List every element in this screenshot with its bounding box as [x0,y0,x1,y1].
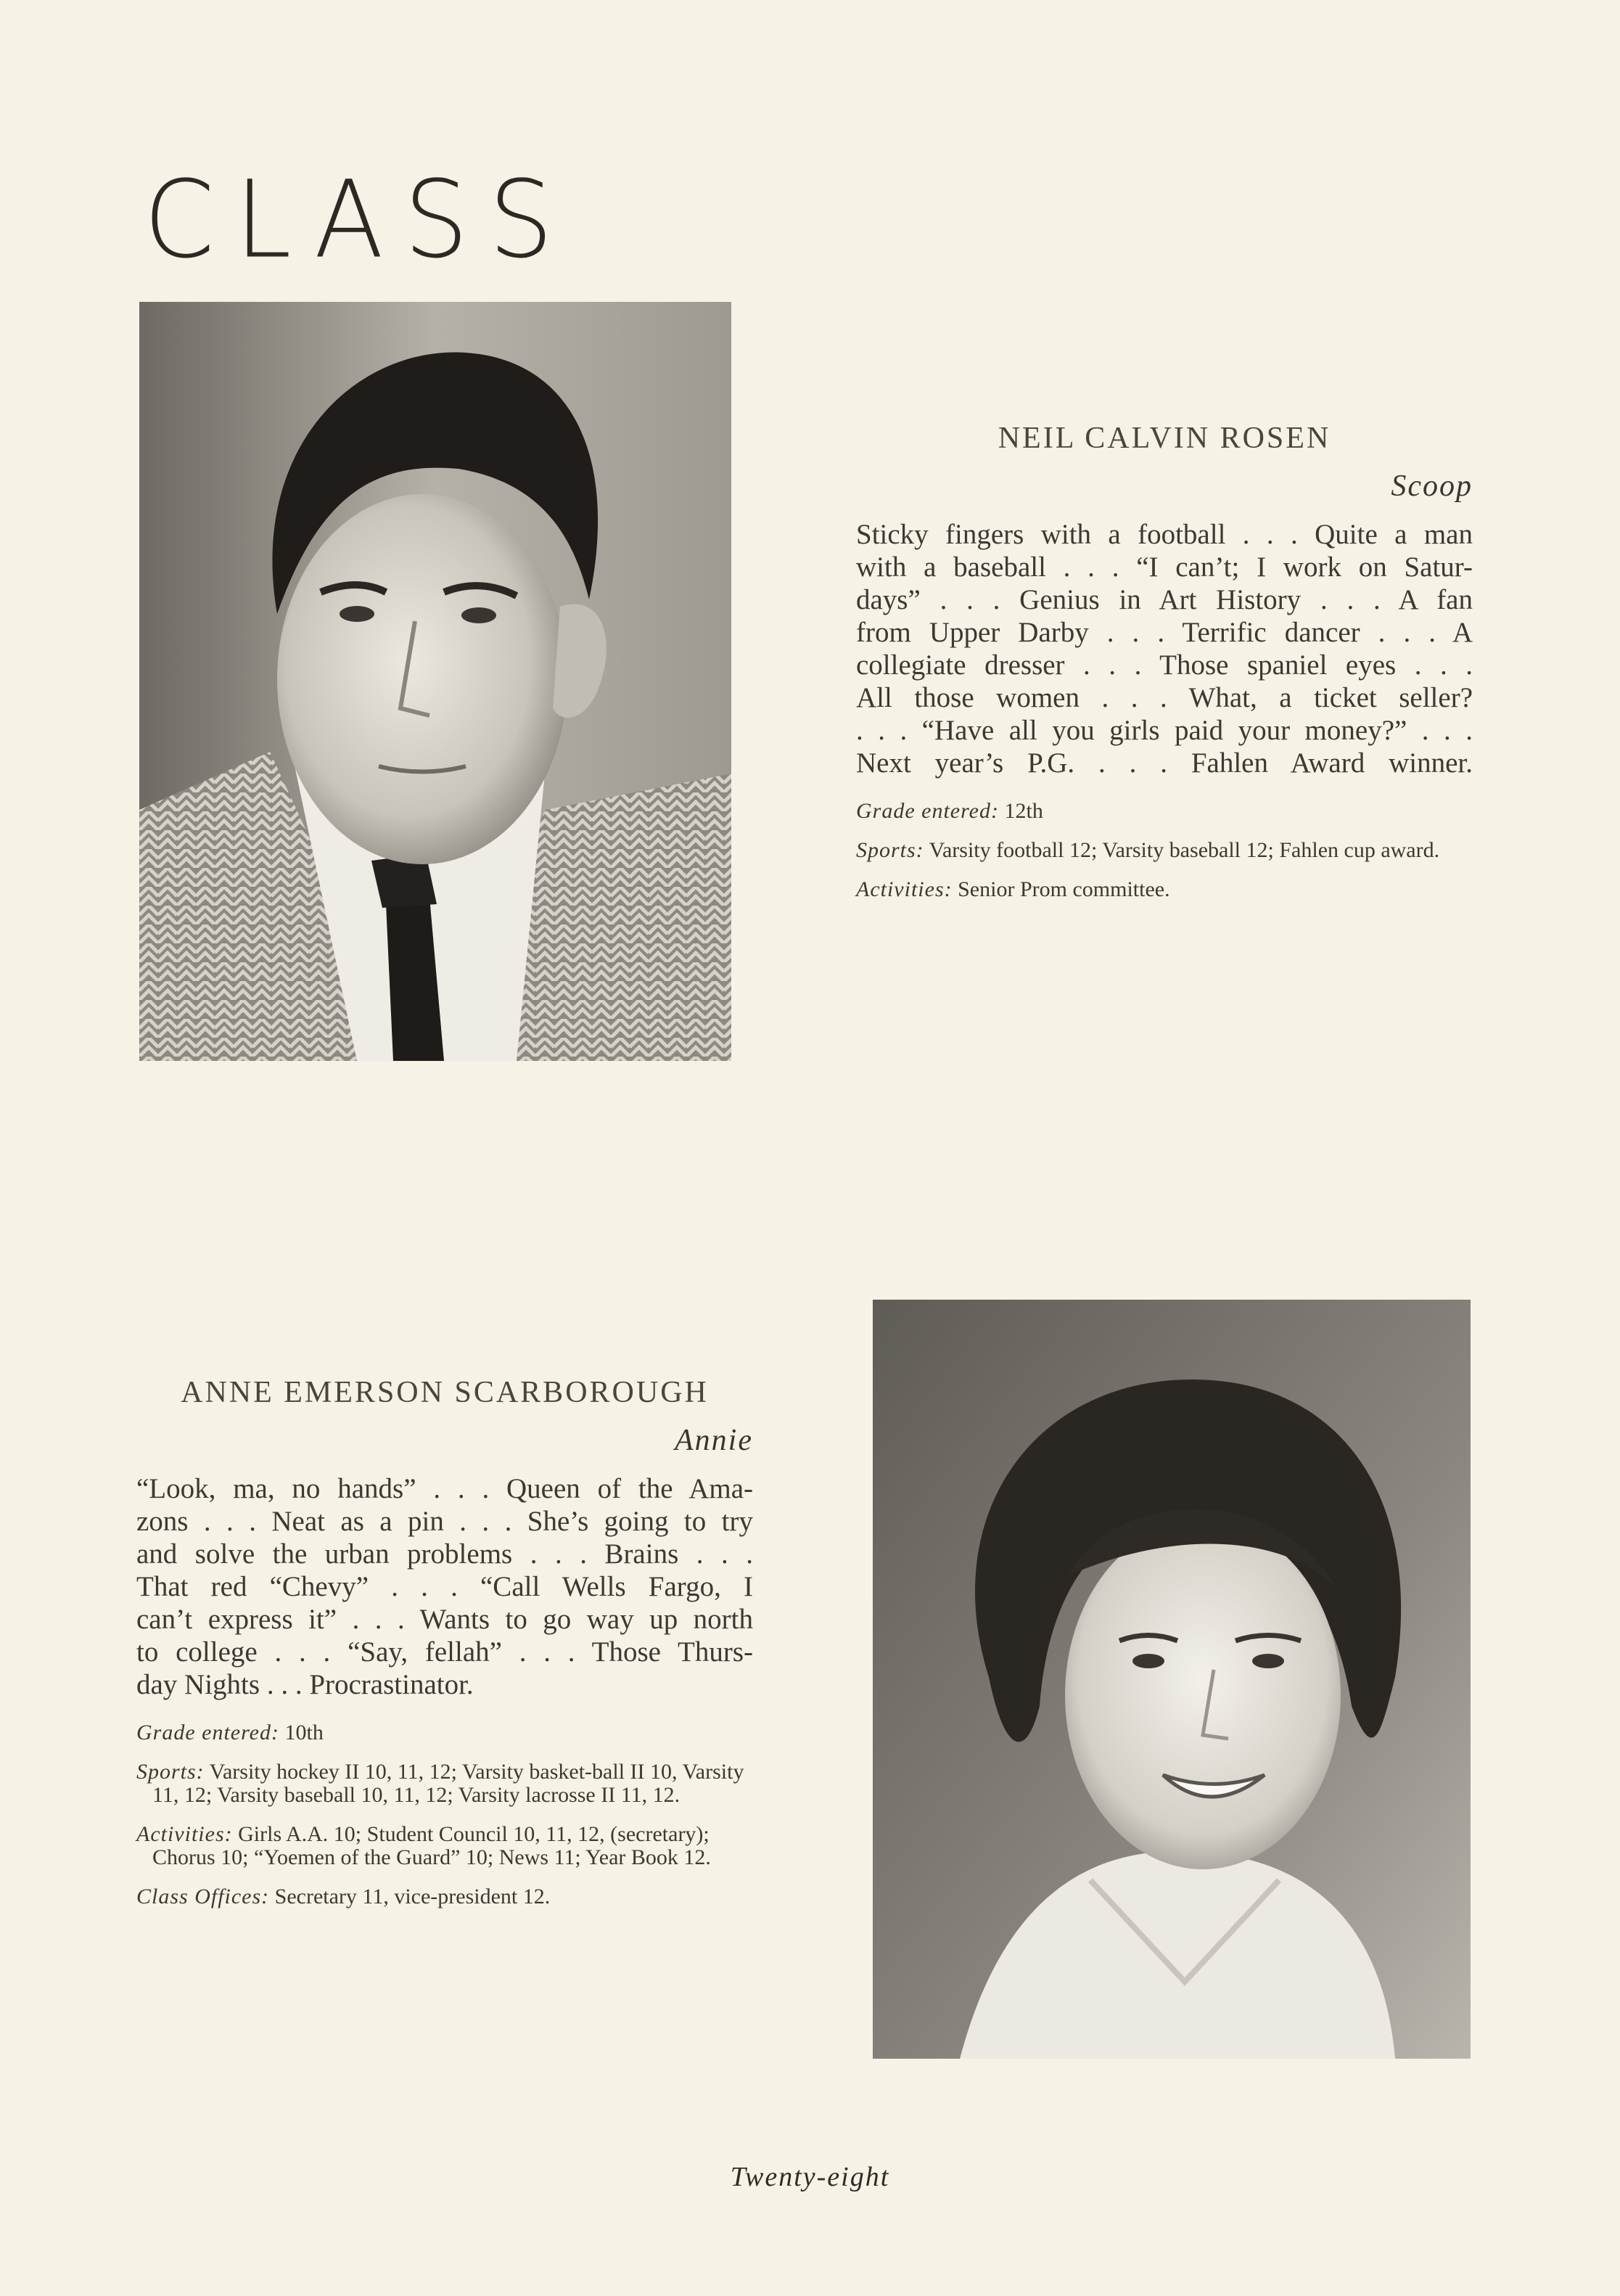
student-name: NEIL CALVIN ROSEN [998,422,1331,455]
portrait-photo-neil [139,302,731,1061]
sports: Sports: Varsity hockey II 10, 11, 12; Varsity basket-ball II 10, Varsity 11, 12; Varsity baseball 10, 11, 12; Varsity lacrosse II 11, 12. [136,1760,744,1807]
activities: Activities: Senior Prom committee. [856,877,1170,901]
blurb-line: zons . . . Neat as a pin . . . She’s going to try [136,1506,753,1537]
student-blurb [136,1472,753,1701]
blurb-line: from Upper Darby . . . Terrific dancer . . . A [856,617,1473,648]
student-entry-anne [136,1375,753,1924]
student-name: ANNE EMERSON SCARBOROUGH [181,1376,709,1409]
blurb-line: That red “Chevy” . . . “Call Wells Fargo, I [136,1571,753,1602]
blurb-line: All those women . . . What, a ticket seller? [856,682,1473,713]
blurb-line: can’t express it” . . . Wants to go way up north [136,1604,753,1635]
blurb-line: . . . “Have all you girls paid your money?” . . . [856,715,1473,746]
student-blurb [856,518,1473,779]
class-offices: Class Offices: Secretary 11, vice-president 12. [136,1885,551,1908]
blurb-line: day Nights . . . Procrastinator. [136,1669,474,1700]
blurb-line: to college . . . “Say, fellah” . . . Those Thurs- [136,1636,753,1668]
grade-entered: Grade entered: 12th [856,799,1043,823]
blurb-line: Sticky fingers with a football . . . Quite a man [856,519,1473,550]
blurb-line: Next year’s P.G. . . . Fahlen Award winner. [856,747,1473,779]
activities: Activities: Girls A.A. 10; Student Council 10, 11, 12, (secretary); Chorus 10; “Yoemen of the Guard” 10; News 11; Year Book 12. [136,1822,711,1869]
blurb-line: and solve the urban problems . . . Brains . . . [136,1538,753,1570]
blurb-line: collegiate dresser . . . Those spaniel eyes . . . [856,649,1473,681]
page-number: Twenty-eight [730,2162,890,2192]
page-title: CLASS [144,158,574,283]
grade-entered: Grade entered: 10th [136,1721,324,1744]
blurb-line: days” . . . Genius in Art History . . . A fan [856,584,1473,615]
blurb-line: “Look, ma, no hands” . . . Queen of the Ama- [136,1473,753,1504]
portrait-photo-anne [873,1300,1471,2059]
student-nickname: Annie [675,1424,753,1457]
student-nickname: Scoop [1391,470,1473,503]
sports: Sports: Varsity football 12; Varsity baseball 12; Fahlen cup award. [856,838,1440,862]
blurb-line: with a baseball . . . “I can’t; I work on Satur- [856,552,1473,583]
student-entry-neil [856,421,1473,917]
